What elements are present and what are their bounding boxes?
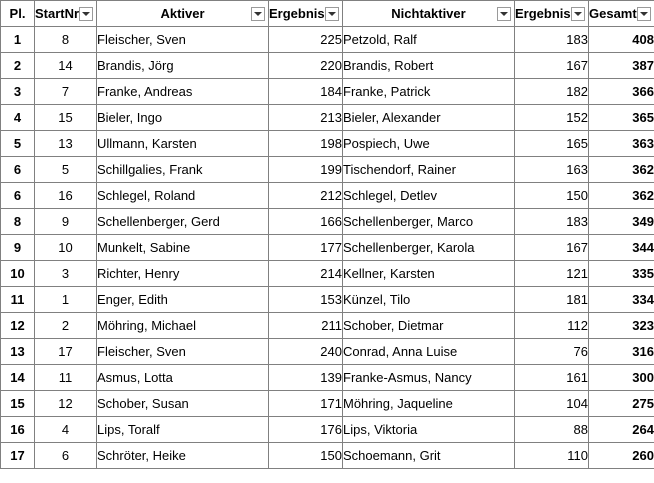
cell-ergebnis-nichtaktiver: 112: [515, 313, 589, 339]
column-header-ergebnis-nichtaktiver[interactable]: [515, 1, 589, 27]
cell-nichtaktiver: Schellenberger, Karola: [343, 235, 515, 261]
cell-gesamt: 316: [589, 339, 654, 365]
filter-dropdown-icon[interactable]: [251, 7, 265, 21]
cell-nichtaktiver: Schlegel, Detlev: [343, 183, 515, 209]
cell-aktiver: Franke, Andreas: [97, 79, 269, 105]
column-header-label: Ergebnis: [269, 6, 325, 21]
cell-gesamt: 260: [589, 443, 654, 469]
table-row: [1, 417, 654, 443]
cell-ergebnis-aktiver: 220: [269, 53, 343, 79]
cell-startnr: 6: [35, 443, 97, 469]
cell-platz: 14: [1, 365, 35, 391]
cell-ergebnis-aktiver: 199: [269, 157, 343, 183]
cell-startnr: 17: [35, 339, 97, 365]
column-header-aktiver[interactable]: [97, 1, 269, 27]
cell-ergebnis-nichtaktiver: 150: [515, 183, 589, 209]
table-body: [1, 27, 654, 469]
table-row: [1, 235, 654, 261]
cell-startnr: 7: [35, 79, 97, 105]
filter-dropdown-icon[interactable]: [571, 7, 585, 21]
cell-aktiver: Möhring, Michael: [97, 313, 269, 339]
cell-nichtaktiver: Franke, Patrick: [343, 79, 515, 105]
cell-platz: 3: [1, 79, 35, 105]
cell-nichtaktiver: Kellner, Karsten: [343, 261, 515, 287]
cell-gesamt: 335: [589, 261, 654, 287]
cell-startnr: 13: [35, 131, 97, 157]
cell-ergebnis-aktiver: 171: [269, 391, 343, 417]
cell-ergebnis-nichtaktiver: 163: [515, 157, 589, 183]
cell-ergebnis-aktiver: 214: [269, 261, 343, 287]
cell-ergebnis-nichtaktiver: 181: [515, 287, 589, 313]
cell-nichtaktiver: Schellenberger, Marco: [343, 209, 515, 235]
cell-aktiver: Schillgalies, Frank: [97, 157, 269, 183]
cell-gesamt: 387: [589, 53, 654, 79]
cell-aktiver: Schober, Susan: [97, 391, 269, 417]
column-header-label: Nichtaktiver: [391, 6, 466, 21]
table-row: [1, 313, 654, 339]
cell-nichtaktiver: Schober, Dietmar: [343, 313, 515, 339]
cell-platz: 9: [1, 235, 35, 261]
cell-nichtaktiver: Brandis, Robert: [343, 53, 515, 79]
cell-startnr: 1: [35, 287, 97, 313]
cell-aktiver: Lips, Toralf: [97, 417, 269, 443]
cell-gesamt: 275: [589, 391, 654, 417]
cell-aktiver: Enger, Edith: [97, 287, 269, 313]
column-header-label: Ergebnis: [515, 6, 571, 21]
cell-nichtaktiver: Franke-Asmus, Nancy: [343, 365, 515, 391]
cell-ergebnis-nichtaktiver: 104: [515, 391, 589, 417]
cell-gesamt: 366: [589, 79, 654, 105]
table-header-row: [1, 1, 654, 27]
cell-platz: 13: [1, 339, 35, 365]
cell-platz: 1: [1, 27, 35, 53]
cell-startnr: 14: [35, 53, 97, 79]
cell-aktiver: Ullmann, Karsten: [97, 131, 269, 157]
table-row: [1, 365, 654, 391]
cell-nichtaktiver: Conrad, Anna Luise: [343, 339, 515, 365]
cell-ergebnis-nichtaktiver: 183: [515, 27, 589, 53]
cell-aktiver: Asmus, Lotta: [97, 365, 269, 391]
cell-aktiver: Munkelt, Sabine: [97, 235, 269, 261]
cell-ergebnis-aktiver: 177: [269, 235, 343, 261]
column-header-ergebnis-aktiver[interactable]: [269, 1, 343, 27]
cell-nichtaktiver: Pospiech, Uwe: [343, 131, 515, 157]
column-header-startnr[interactable]: [35, 1, 97, 27]
cell-ergebnis-aktiver: 212: [269, 183, 343, 209]
cell-ergebnis-aktiver: 198: [269, 131, 343, 157]
table-row: [1, 105, 654, 131]
cell-nichtaktiver: Bieler, Alexander: [343, 105, 515, 131]
column-header-label: Gesamt: [589, 6, 637, 21]
filter-dropdown-icon[interactable]: [637, 7, 651, 21]
cell-platz: 8: [1, 209, 35, 235]
cell-startnr: 15: [35, 105, 97, 131]
cell-ergebnis-aktiver: 225: [269, 27, 343, 53]
cell-startnr: 5: [35, 157, 97, 183]
cell-nichtaktiver: Petzold, Ralf: [343, 27, 515, 53]
cell-startnr: 16: [35, 183, 97, 209]
cell-nichtaktiver: Möhring, Jaqueline: [343, 391, 515, 417]
cell-startnr: 3: [35, 261, 97, 287]
table-row: [1, 261, 654, 287]
cell-platz: 4: [1, 105, 35, 131]
cell-ergebnis-nichtaktiver: 165: [515, 131, 589, 157]
cell-ergebnis-nichtaktiver: 161: [515, 365, 589, 391]
cell-gesamt: 334: [589, 287, 654, 313]
cell-platz: 16: [1, 417, 35, 443]
cell-ergebnis-nichtaktiver: 183: [515, 209, 589, 235]
column-header-label: StartNr: [35, 6, 80, 21]
table-row: [1, 131, 654, 157]
cell-platz: 12: [1, 313, 35, 339]
cell-aktiver: Schlegel, Roland: [97, 183, 269, 209]
cell-platz: 11: [1, 287, 35, 313]
cell-nichtaktiver: Schoemann, Grit: [343, 443, 515, 469]
cell-gesamt: 264: [589, 417, 654, 443]
filter-dropdown-icon[interactable]: [497, 7, 511, 21]
table-row: [1, 443, 654, 469]
cell-gesamt: 362: [589, 157, 654, 183]
filter-dropdown-icon[interactable]: [325, 7, 339, 21]
cell-ergebnis-aktiver: 211: [269, 313, 343, 339]
cell-ergebnis-nichtaktiver: 182: [515, 79, 589, 105]
cell-platz: 2: [1, 53, 35, 79]
cell-ergebnis-nichtaktiver: 110: [515, 443, 589, 469]
table-row: [1, 79, 654, 105]
cell-ergebnis-nichtaktiver: 152: [515, 105, 589, 131]
cell-ergebnis-nichtaktiver: 121: [515, 261, 589, 287]
cell-gesamt: 344: [589, 235, 654, 261]
cell-startnr: 11: [35, 365, 97, 391]
cell-aktiver: Brandis, Jörg: [97, 53, 269, 79]
cell-aktiver: Richter, Henry: [97, 261, 269, 287]
cell-startnr: 12: [35, 391, 97, 417]
cell-nichtaktiver: Tischendorf, Rainer: [343, 157, 515, 183]
cell-ergebnis-aktiver: 184: [269, 79, 343, 105]
cell-startnr: 4: [35, 417, 97, 443]
cell-startnr: 10: [35, 235, 97, 261]
table-row: [1, 27, 654, 53]
column-header-gesamt[interactable]: [589, 1, 654, 27]
cell-ergebnis-nichtaktiver: 167: [515, 53, 589, 79]
cell-platz: 15: [1, 391, 35, 417]
cell-platz: 5: [1, 131, 35, 157]
cell-gesamt: 365: [589, 105, 654, 131]
table-row: [1, 209, 654, 235]
table-row: [1, 53, 654, 79]
table-row: [1, 183, 654, 209]
cell-gesamt: 408: [589, 27, 654, 53]
cell-aktiver: Schröter, Heike: [97, 443, 269, 469]
cell-aktiver: Bieler, Ingo: [97, 105, 269, 131]
cell-platz: 6: [1, 157, 35, 183]
cell-startnr: 8: [35, 27, 97, 53]
column-header-platz[interactable]: [1, 1, 35, 27]
cell-platz: 17: [1, 443, 35, 469]
table-row: [1, 287, 654, 313]
cell-ergebnis-nichtaktiver: 88: [515, 417, 589, 443]
cell-platz: 6: [1, 183, 35, 209]
column-header-nichtaktiver[interactable]: [343, 1, 515, 27]
cell-ergebnis-aktiver: 176: [269, 417, 343, 443]
table-row: [1, 339, 654, 365]
cell-ergebnis-aktiver: 240: [269, 339, 343, 365]
table-row: [1, 157, 654, 183]
cell-gesamt: 323: [589, 313, 654, 339]
filter-dropdown-icon[interactable]: [79, 7, 93, 21]
cell-aktiver: Schellenberger, Gerd: [97, 209, 269, 235]
cell-ergebnis-nichtaktiver: 76: [515, 339, 589, 365]
cell-gesamt: 362: [589, 183, 654, 209]
column-header-label: Aktiver: [160, 6, 205, 21]
cell-aktiver: Fleischer, Sven: [97, 339, 269, 365]
cell-nichtaktiver: Lips, Viktoria: [343, 417, 515, 443]
table-row: [1, 391, 654, 417]
cell-ergebnis-aktiver: 139: [269, 365, 343, 391]
cell-platz: 10: [1, 261, 35, 287]
cell-startnr: 2: [35, 313, 97, 339]
cell-startnr: 9: [35, 209, 97, 235]
cell-gesamt: 349: [589, 209, 654, 235]
cell-ergebnis-aktiver: 150: [269, 443, 343, 469]
cell-gesamt: 300: [589, 365, 654, 391]
cell-ergebnis-aktiver: 213: [269, 105, 343, 131]
cell-nichtaktiver: Künzel, Tilo: [343, 287, 515, 313]
cell-aktiver: Fleischer, Sven: [97, 27, 269, 53]
cell-ergebnis-aktiver: 166: [269, 209, 343, 235]
cell-gesamt: 363: [589, 131, 654, 157]
cell-ergebnis-aktiver: 153: [269, 287, 343, 313]
cell-ergebnis-nichtaktiver: 167: [515, 235, 589, 261]
column-header-label: Pl.: [9, 6, 26, 21]
